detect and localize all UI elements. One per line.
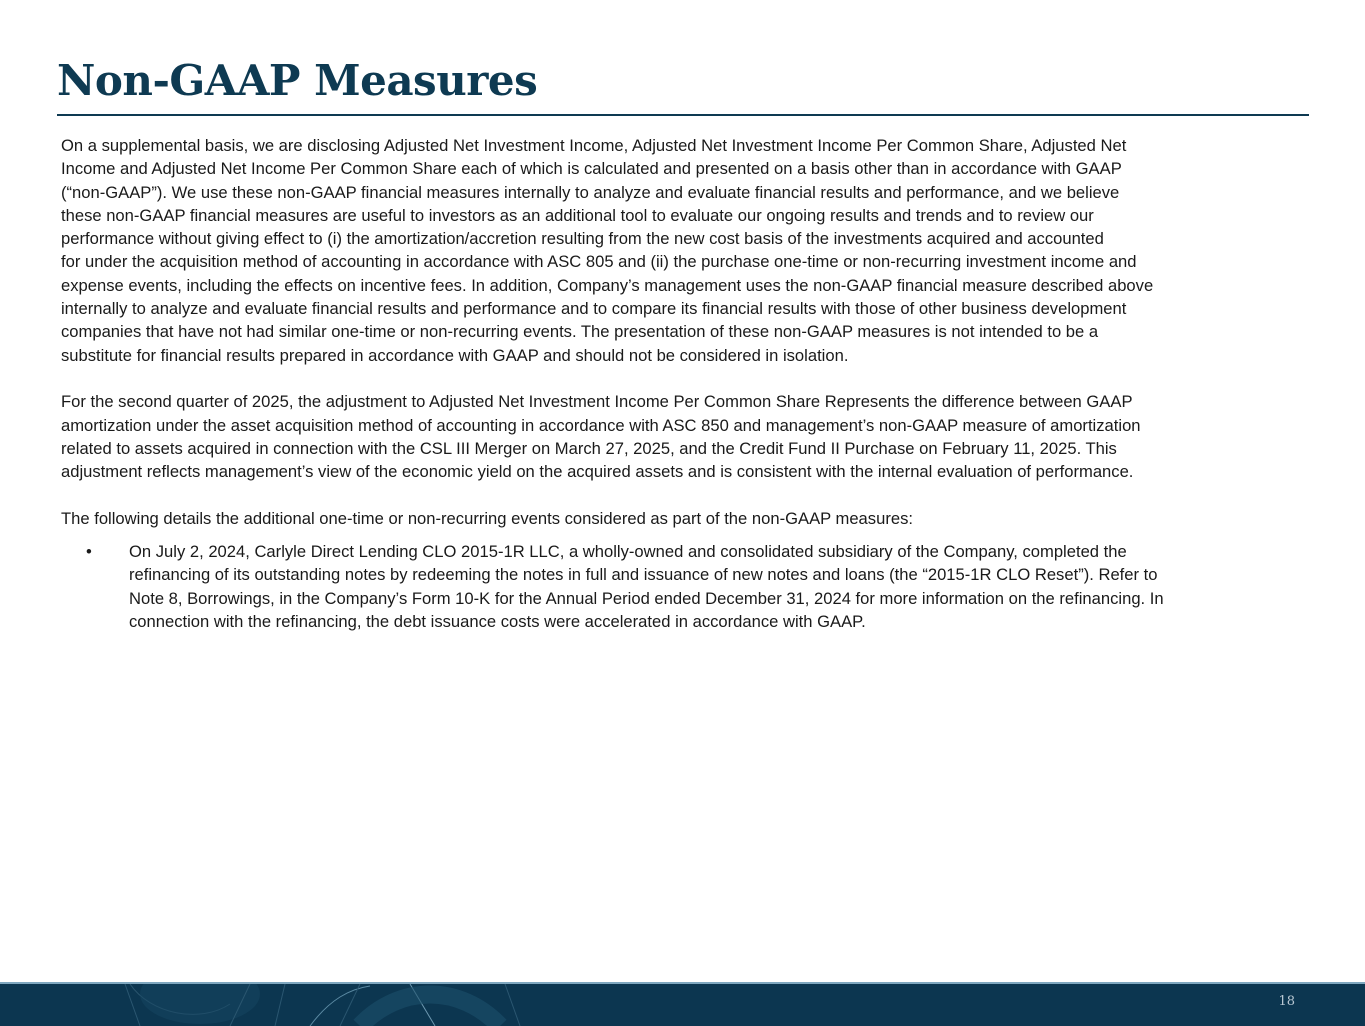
text-line: The following details the additional one-time or non-recurring events considered as part of the non-GAAP measures: <box>61 508 913 528</box>
bullet-item <box>61 540 1321 633</box>
text-line: amortization under the asset acquisition method of accounting in accordance with ASC 850 and management’s non-GAAP measure of amortization <box>61 415 1141 435</box>
text-line: substitute for financial results prepared in accordance with GAAP and should not be considered in isolation. <box>61 345 849 365</box>
text-line: For the second quarter of 2025, the adjustment to Adjusted Net Investment Income Per Common Share Represents the difference between GAAP <box>61 392 1133 412</box>
paragraph-intro <box>61 134 1321 367</box>
bullet-marker: • <box>86 542 92 562</box>
text-line: connection with the refinancing, the debt issuance costs were accelerated in accordance with GAAP. <box>129 611 866 631</box>
paragraph-q2-adjustment <box>61 390 1321 483</box>
text-line: Income and Adjusted Net Income Per Common Share each of which is calculated and presented on a basis other than in accordance with GAAP <box>61 159 1122 179</box>
text-line: expense events, including the effects on incentive fees. In addition, Company’s management uses the non-GAAP financial measure described above <box>61 275 1154 295</box>
text-line: On July 2, 2024, Carlyle Direct Lending CLO 2015-1R LLC, a wholly-owned and consolidated subsidiary of the Company, completed the <box>129 542 1127 562</box>
footer-band <box>0 982 1365 1026</box>
text-line: internally to analyze and evaluate financial results and performance and to compare its financial results with those of other business development <box>61 299 1127 319</box>
text-line: related to assets acquired in connection with the CSL III Merger on March 27, 2025, and the Credit Fund II Purchase on February 11, 2025. This <box>61 438 1117 458</box>
page-number: 18 <box>1278 994 1295 1009</box>
text-line: these non-GAAP financial measures are useful to investors as an additional tool to evaluate our ongoing results and trends and to review our <box>61 205 1094 225</box>
paragraph-events-intro <box>61 507 1321 530</box>
text-line: for under the acquisition method of accounting in accordance with ASC 805 and (ii) the purchase one-time or non-recurring investment income and <box>61 252 1137 272</box>
page-title: Non-GAAP Measures <box>57 56 538 105</box>
body-text <box>61 134 1321 633</box>
text-line: adjustment reflects management’s view of the economic yield on the acquired assets and is consistent with the internal evaluation of performance. <box>61 462 1134 482</box>
footer-decoration <box>0 984 1365 1026</box>
text-line: Note 8, Borrowings, in the Company’s Form 10-K for the Annual Period ended December 31, 2024 for more information on the refinancing. In <box>129 588 1164 608</box>
text-line: On a supplemental basis, we are disclosing Adjusted Net Investment Income, Adjusted Net Investment Income Per Common Share, Adjusted Net <box>61 136 1127 155</box>
title-divider <box>57 114 1309 116</box>
text-line: (“non-GAAP”). We use these non-GAAP financial measures internally to analyze and evaluate financial results and performance, and we believe <box>61 182 1120 202</box>
text-line: refinancing of its outstanding notes by redeeming the notes in full and issuance of new notes and loans (the “2015-1R CLO Reset”). Refer to <box>129 565 1158 585</box>
text-line: companies that have not had similar one-time or non-recurring events. The presentation of these non-GAAP measures is not intended to be a <box>61 322 1099 342</box>
text-line: performance without giving effect to (i) the amortization/accretion resulting from the new cost basis of the investments acquired and accounted <box>61 229 1104 249</box>
